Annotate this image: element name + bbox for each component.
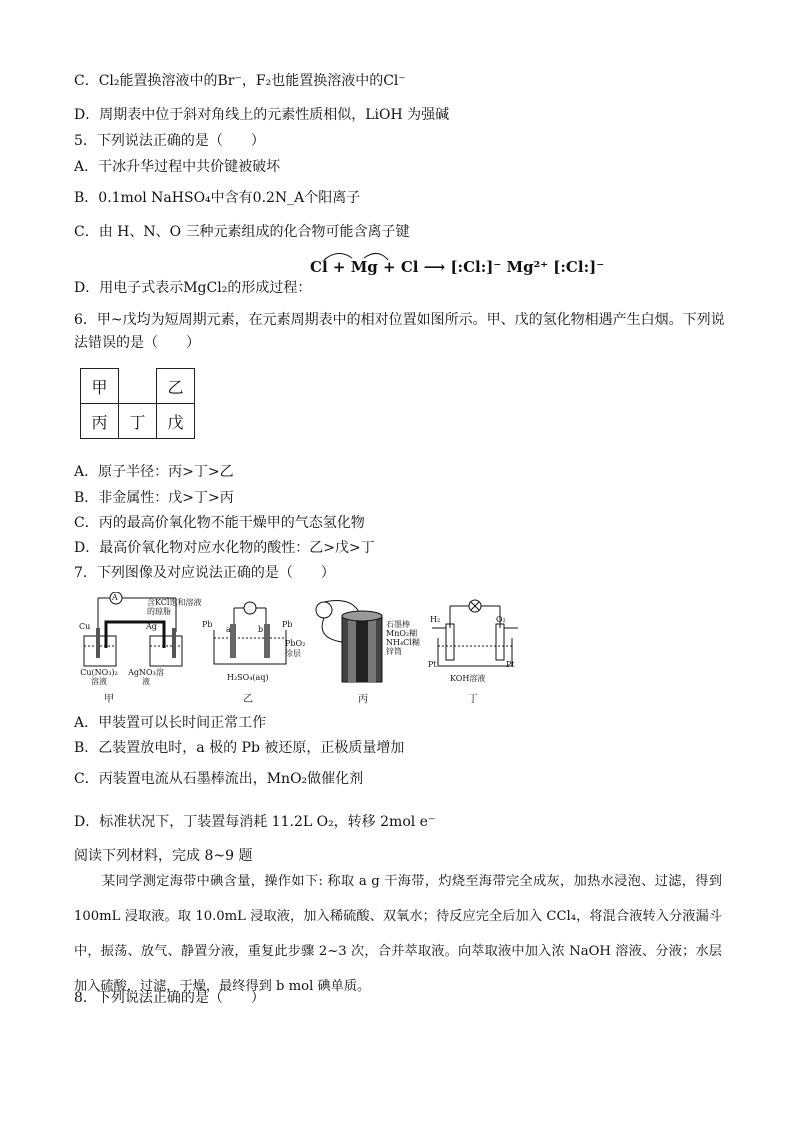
periodic-position-grid [80, 368, 195, 439]
ding-electrolyte-label: KOH溶液 [450, 674, 486, 683]
cell-wu: 戊 [157, 404, 195, 439]
q6-stem-line2: 法错误的是（ ） [74, 335, 200, 351]
cell-yi: 乙 [157, 369, 195, 404]
plus-sign: + [383, 258, 396, 276]
cell-jia: 甲 [81, 369, 119, 404]
q7-option-b: B．乙装置放电时，a 极的 Pb 被还原，正极质量增加 [74, 740, 405, 756]
q4-option-d: D．周期表中位于斜对角线上的元素性质相似，LiOH 为强碱 [74, 107, 450, 123]
yi-electrolyte-label: H₂SO₄(aq) [227, 673, 269, 682]
mno2-paste-label: MnO₂糊 [386, 629, 418, 638]
yi-pb-right-label: Pb [282, 620, 293, 629]
ding-pt-left-label: Pt [428, 660, 437, 669]
chlorine-atom-left: Cl [310, 258, 328, 276]
q5-option-d: D．用电子式表示MgCl₂的形成过程： [74, 280, 312, 296]
ding-pt-right-label: Pt [506, 660, 515, 669]
reading-instruction: 阅读下列材料，完成 8~9 题 [74, 848, 253, 864]
q7-option-d: D．标准状况下，丁装置每消耗 11.2L O₂，转移 2mol e⁻ [74, 814, 436, 830]
q4-option-c: C．Cl₂能置换溶液中的Br⁻，F₂也能置换溶液中的Cl⁻ [74, 73, 406, 89]
q6-option-c: C．丙的最高价氧化物不能干燥甲的气态氢化物 [74, 515, 365, 531]
yi-caption: 乙 [243, 694, 253, 705]
q6-option-b: B．非金属性：戊>丁>丙 [74, 490, 234, 506]
apparatus-bing-figure [312, 598, 392, 686]
cell-bing: 丙 [81, 404, 119, 439]
jia-caption: 甲 [104, 694, 114, 705]
q6-stem-line1: 6．甲~戊均为短周期元素，在元素周期表中的相对位置如图所示。甲、戊的氢化物相遇产生白烟。下列说 [74, 312, 725, 328]
jia-ag-label: Ag [146, 622, 157, 631]
jia-left-solution-label: Cu(NO₃)₂溶液 [80, 668, 118, 686]
q5-option-a: A．干冰升华过程中共价键被破坏 [74, 159, 281, 175]
ding-caption: 丁 [468, 694, 478, 705]
q8-stem: 8．下列说法正确的是（ ） [74, 990, 265, 1006]
q7-stem: 7．下列图像及对应说法正确的是（ ） [74, 565, 335, 581]
q7-option-a: A．甲装置可以长时间正常工作 [74, 715, 267, 731]
bing-caption: 丙 [358, 694, 368, 705]
electron-transfer-arrows-icon [318, 248, 408, 262]
mgcl2-product: [:Cl:]⁻ Mg²⁺ [:Cl:]⁻ [450, 258, 605, 276]
magnesium-atom: Mg [350, 258, 378, 276]
graphite-rod-label: 石墨棒 [386, 620, 410, 629]
bing-labels [386, 620, 426, 656]
ding-h2-label: H₂ [430, 615, 441, 624]
yi-pb-left-label: Pb [202, 620, 213, 629]
jia-right-solution-label: AgNO₃溶液 [128, 668, 164, 686]
plus-sign: + [332, 258, 346, 276]
jia-cu-label: Cu [79, 622, 91, 631]
q5-stem: 5．下列说法正确的是（ ） [74, 133, 265, 149]
q5-option-c: C．由 H、N、O 三种元素组成的化合物可能含离子键 [74, 224, 410, 240]
q5-option-b: B．0.1mol NaHSO₄中含有0.2N_A个阳离子 [74, 190, 361, 206]
q6-option-d: D．最高价氧化物对应水化物的酸性：乙>戊>丁 [74, 540, 375, 556]
q7-option-c: C．丙装置电流从石墨棒流出，MnO₂做催化剂 [74, 771, 364, 787]
zinc-can-label: 锌筒 [386, 647, 402, 656]
jia-ammeter-label: A [112, 593, 118, 602]
ding-o2-label: O₂ [496, 615, 506, 624]
cell-ding: 丁 [119, 404, 157, 439]
reading-material: 某同学测定海带中碘含量，操作如下: 称取 a g 干海带，灼烧至海带完全成灰，加热水浸泡、过滤，得到 100mL 浸取液。取 10.0mL 浸取液，加入稀硫酸、双氧水；待反应完全后加入 CCl₄，将混合液转入分液漏斗中，振荡、放气、静置分液，重复此步骤 2~3 次，合并萃取液。向萃取液中加入浓 NaOH 溶液、分液；水层加入硫酸，过滤，干燥，最终得到 b mol 碘单质。 [74, 874, 722, 994]
yi-a-label: a [226, 625, 231, 634]
yi-coating-label: PbO₂涂层 [285, 639, 306, 658]
q6-option-a: A．原子半径：丙>丁>乙 [74, 464, 234, 480]
chlorine-atom-right: Cl [400, 258, 419, 276]
reaction-arrow: ⟶ [423, 258, 446, 276]
apparatus-yi-figure [212, 600, 288, 672]
jia-salt-bridge-label: 含KCl饱和溶液的琼脂 [147, 598, 202, 616]
nh4cl-paste-label: NH₄Cl糊 [386, 638, 420, 647]
cell-empty [119, 369, 157, 404]
yi-b-label: b [258, 625, 264, 634]
